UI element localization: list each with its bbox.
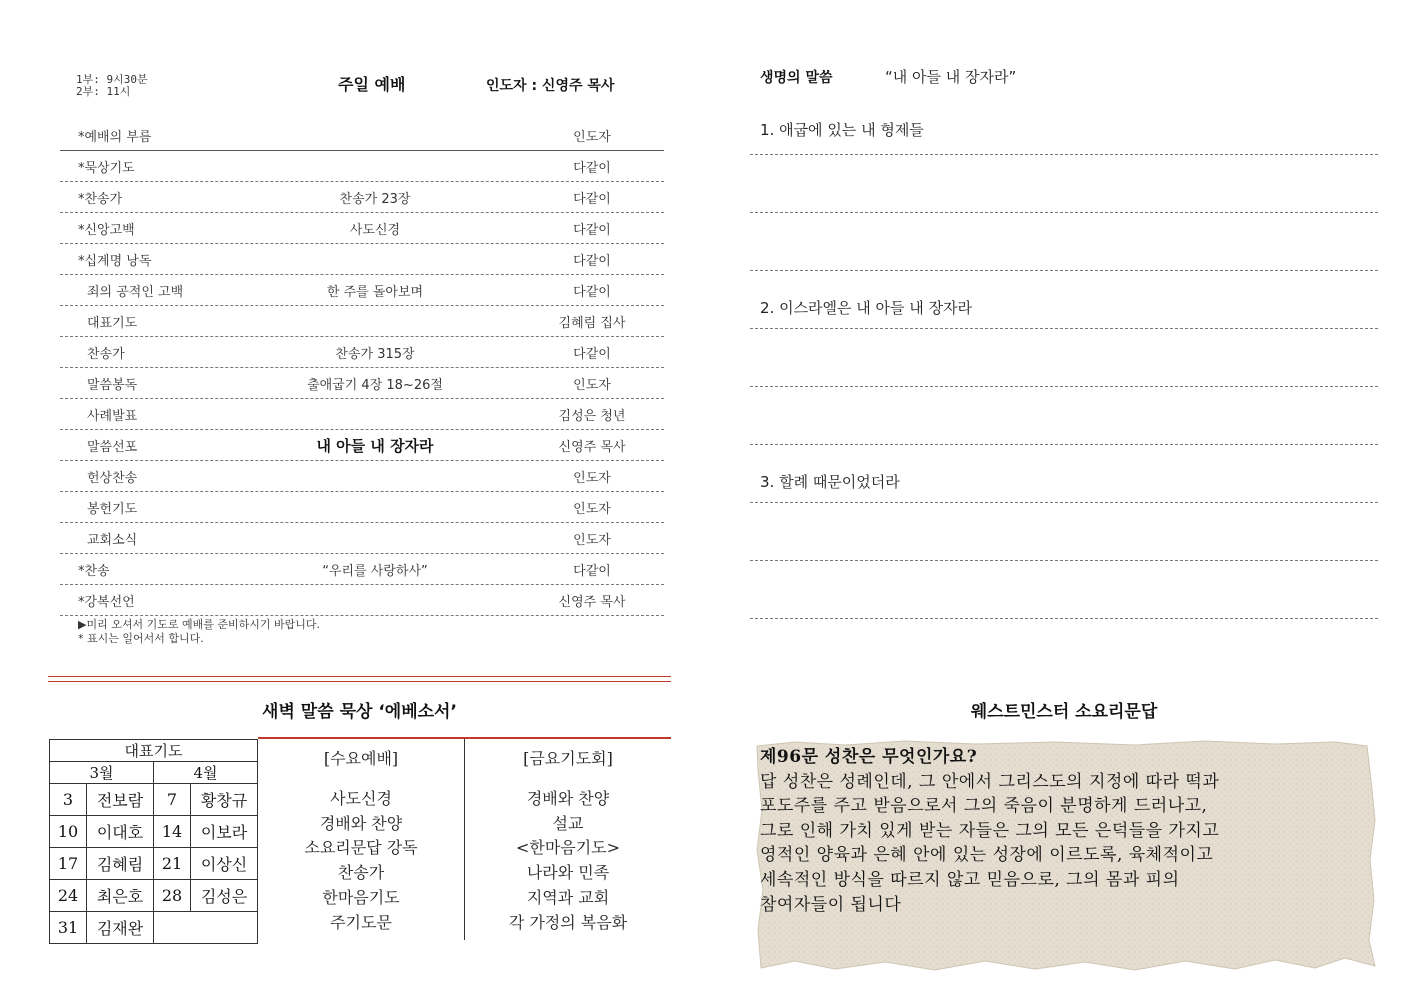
order-item: 말씀선포 — [87, 439, 138, 455]
catechism-answer-line: 그로 인해 가치 있게 받는 자들은 그의 모든 은덕들을 가지고 — [760, 820, 1220, 841]
life-word-title: 생명의 말씀 — [760, 70, 833, 86]
order-item: *예배의 부름 — [78, 129, 152, 145]
order-by: 인도자 — [573, 470, 611, 486]
prayer-name: 최은호 — [87, 880, 154, 912]
order-item: 교회소식 — [87, 532, 138, 548]
table-row — [50, 784, 258, 816]
prayer-date: 7 — [154, 784, 191, 816]
prayer-date: 10 — [50, 816, 87, 848]
life-word-quote: “내 아들 내 장자라” — [885, 68, 1017, 86]
friday-header: [금요기도회] — [523, 749, 613, 768]
list-item: 나라와 민족 — [526, 863, 610, 883]
sermon-point-2: 2. 이스라엘은 내 아들 내 장자라 — [750, 271, 1378, 329]
order-by: 다같이 — [573, 284, 611, 300]
order-detail: 찬송가 315장 — [335, 346, 415, 362]
order-item: 사례발표 — [87, 408, 138, 424]
list-item: 지역과 교회 — [526, 887, 610, 907]
catechism-answer-line: 참여자들이 됩니다 — [760, 894, 902, 915]
table-row — [50, 816, 258, 848]
order-row — [60, 275, 664, 306]
order-row — [60, 399, 664, 430]
order-row — [60, 182, 664, 213]
friday-prayer-meeting — [465, 747, 671, 936]
table-row — [50, 912, 258, 944]
sunday-worship-section — [60, 60, 664, 646]
order-item: 대표기도 — [87, 315, 138, 331]
prayer-name: 김성은 — [191, 880, 258, 912]
list-item: 한마음기도 — [322, 887, 400, 907]
prayer-date: 21 — [154, 848, 191, 880]
order-by: 인도자 — [573, 129, 611, 145]
catechism-answer-line: 포도주를 주고 받음으로서 그의 죽음이 분명하게 드러나고, — [760, 796, 1208, 817]
life-word-header — [750, 60, 1378, 92]
note-line — [750, 329, 1378, 387]
prayer-table-header: 대표기도 — [50, 740, 258, 762]
prayer-date: 17 — [50, 848, 87, 880]
order-by: 다같이 — [573, 160, 611, 176]
prayer-name: 황창규 — [191, 784, 258, 816]
list-item: 찬송가 — [337, 863, 385, 883]
order-by: 다같이 — [573, 253, 611, 269]
list-item: 각 가정의 복음화 — [508, 912, 628, 932]
prayer-date: 28 — [154, 880, 191, 912]
list-item: 경배와 찬양 — [526, 788, 610, 808]
note-arrive-early: ▶미리 오셔서 기도로 예배를 준비하시기 바랍니다. — [78, 618, 320, 631]
service-time-1: 1부: 9시30분 — [76, 73, 148, 86]
prayer-name: 이대호 — [87, 816, 154, 848]
worship-header — [60, 60, 664, 120]
order-item: 봉헌기도 — [87, 501, 138, 517]
table-row — [50, 848, 258, 880]
order-item: 죄의 공적인 고백 — [87, 284, 184, 300]
order-by: 김성은 청년 — [558, 408, 626, 424]
order-by: 다같이 — [573, 346, 611, 362]
prayer-date: 24 — [50, 880, 87, 912]
order-row — [60, 492, 664, 523]
month-header: 4월 — [154, 762, 258, 784]
prayer-name: 김재완 — [87, 912, 154, 944]
table-row — [50, 880, 258, 912]
order-by: 김혜림 집사 — [558, 315, 626, 331]
prayer-date: 14 — [154, 816, 191, 848]
note-line — [750, 387, 1378, 445]
order-item: *강복선언 — [78, 594, 135, 610]
month-header: 3월 — [50, 762, 154, 784]
order-detail: 한 주를 돌아보며 — [326, 284, 424, 300]
prayer-name: 이상신 — [191, 848, 258, 880]
catechism-text — [760, 745, 1370, 917]
order-item: *묵상기도 — [78, 160, 135, 176]
worship-notes — [60, 618, 664, 646]
service-time-2: 2부: 11시 — [76, 85, 131, 98]
note-line — [750, 503, 1378, 561]
wednesday-header: [수요예배] — [323, 749, 399, 768]
prayer-name: 이보라 — [191, 816, 258, 848]
order-row — [60, 368, 664, 399]
list-item: 소요리문답 강독 — [304, 838, 418, 858]
worship-title: 주일 예배 — [338, 75, 406, 94]
dawn-meditation-title: 새벽 말씀 묵상 ‘에베소서’ — [262, 702, 457, 722]
order-item: *찬송가 — [78, 191, 123, 207]
order-item: 말씀봉독 — [87, 377, 138, 393]
order-by: 다같이 — [573, 191, 611, 207]
list-item: 설교 — [552, 813, 584, 833]
order-detail: 사도신경 — [349, 222, 401, 238]
worship-leader: 인도자 : 신영주 목사 — [486, 78, 615, 94]
prayer-name: 전보람 — [87, 784, 154, 816]
order-item: 찬송가 — [87, 346, 125, 362]
order-row — [60, 213, 664, 244]
section-divider — [48, 676, 671, 682]
prayer-schedule-table — [49, 739, 258, 944]
list-item: 사도신경 — [330, 788, 392, 808]
catechism-answer-line: 세속적인 방식을 따르지 않고 믿음으로, 그의 몸과 피의 — [760, 869, 1180, 890]
order-row — [60, 430, 664, 461]
order-item: *신앙고백 — [78, 222, 135, 238]
wednesday-service — [258, 747, 464, 936]
empty-cell — [154, 912, 258, 944]
order-by: 신영주 목사 — [558, 594, 626, 610]
catechism-answer-line: 답 성찬은 성례인데, 그 안에서 그리스도의 지정에 따라 떡과 — [760, 771, 1220, 792]
order-by: 신영주 목사 — [558, 439, 626, 455]
list-item: 경배와 찬양 — [319, 813, 403, 833]
order-item: *찬송 — [78, 563, 110, 579]
service-times — [76, 74, 148, 98]
note-line — [750, 561, 1378, 619]
catechism-answer-line: 영적인 양육과 은혜 안에 있는 성장에 이르도록, 육체적이고 — [760, 845, 1214, 866]
order-item: *십계명 낭독 — [78, 253, 152, 269]
prayer-name: 김혜림 — [87, 848, 154, 880]
order-row — [60, 120, 664, 151]
life-word-section — [750, 60, 1378, 619]
order-row — [60, 306, 664, 337]
order-item: 헌상찬송 — [87, 470, 138, 486]
order-by: 인도자 — [573, 501, 611, 517]
order-detail: 찬송가 23장 — [339, 191, 411, 207]
sermon-title: 내 아들 내 장자라 — [316, 436, 434, 455]
list-item: <한마음기도> — [515, 838, 621, 858]
order-row — [60, 523, 664, 554]
order-row — [60, 151, 664, 182]
order-by: 인도자 — [573, 377, 611, 393]
order-row — [60, 461, 664, 492]
catechism-title: 웨스트민스터 소요리문답 — [970, 702, 1158, 722]
order-detail: “우리를 사랑하사” — [322, 563, 428, 579]
order-by: 다같이 — [573, 563, 611, 579]
order-by: 다같이 — [573, 222, 611, 238]
note-stand: * 표시는 일어서서 합니다. — [78, 632, 204, 645]
catechism-question: 제96문 성찬은 무엇인가요? — [760, 747, 978, 767]
order-of-worship — [60, 120, 664, 616]
order-row — [60, 585, 664, 616]
note-line — [750, 213, 1378, 271]
list-item: 주기도문 — [330, 912, 392, 932]
sermon-point-3: 3. 할례 때문이었더라 — [750, 445, 1378, 503]
order-row — [60, 337, 664, 368]
note-line — [750, 155, 1378, 213]
prayer-date: 3 — [50, 784, 87, 816]
order-detail: 출애굽기 4장 18~26절 — [307, 377, 443, 393]
order-row — [60, 554, 664, 585]
order-row — [60, 244, 664, 275]
order-by: 인도자 — [573, 532, 611, 548]
sermon-point-1: 1. 애굽에 있는 내 형제들 — [750, 92, 1378, 155]
prayer-date: 31 — [50, 912, 87, 944]
